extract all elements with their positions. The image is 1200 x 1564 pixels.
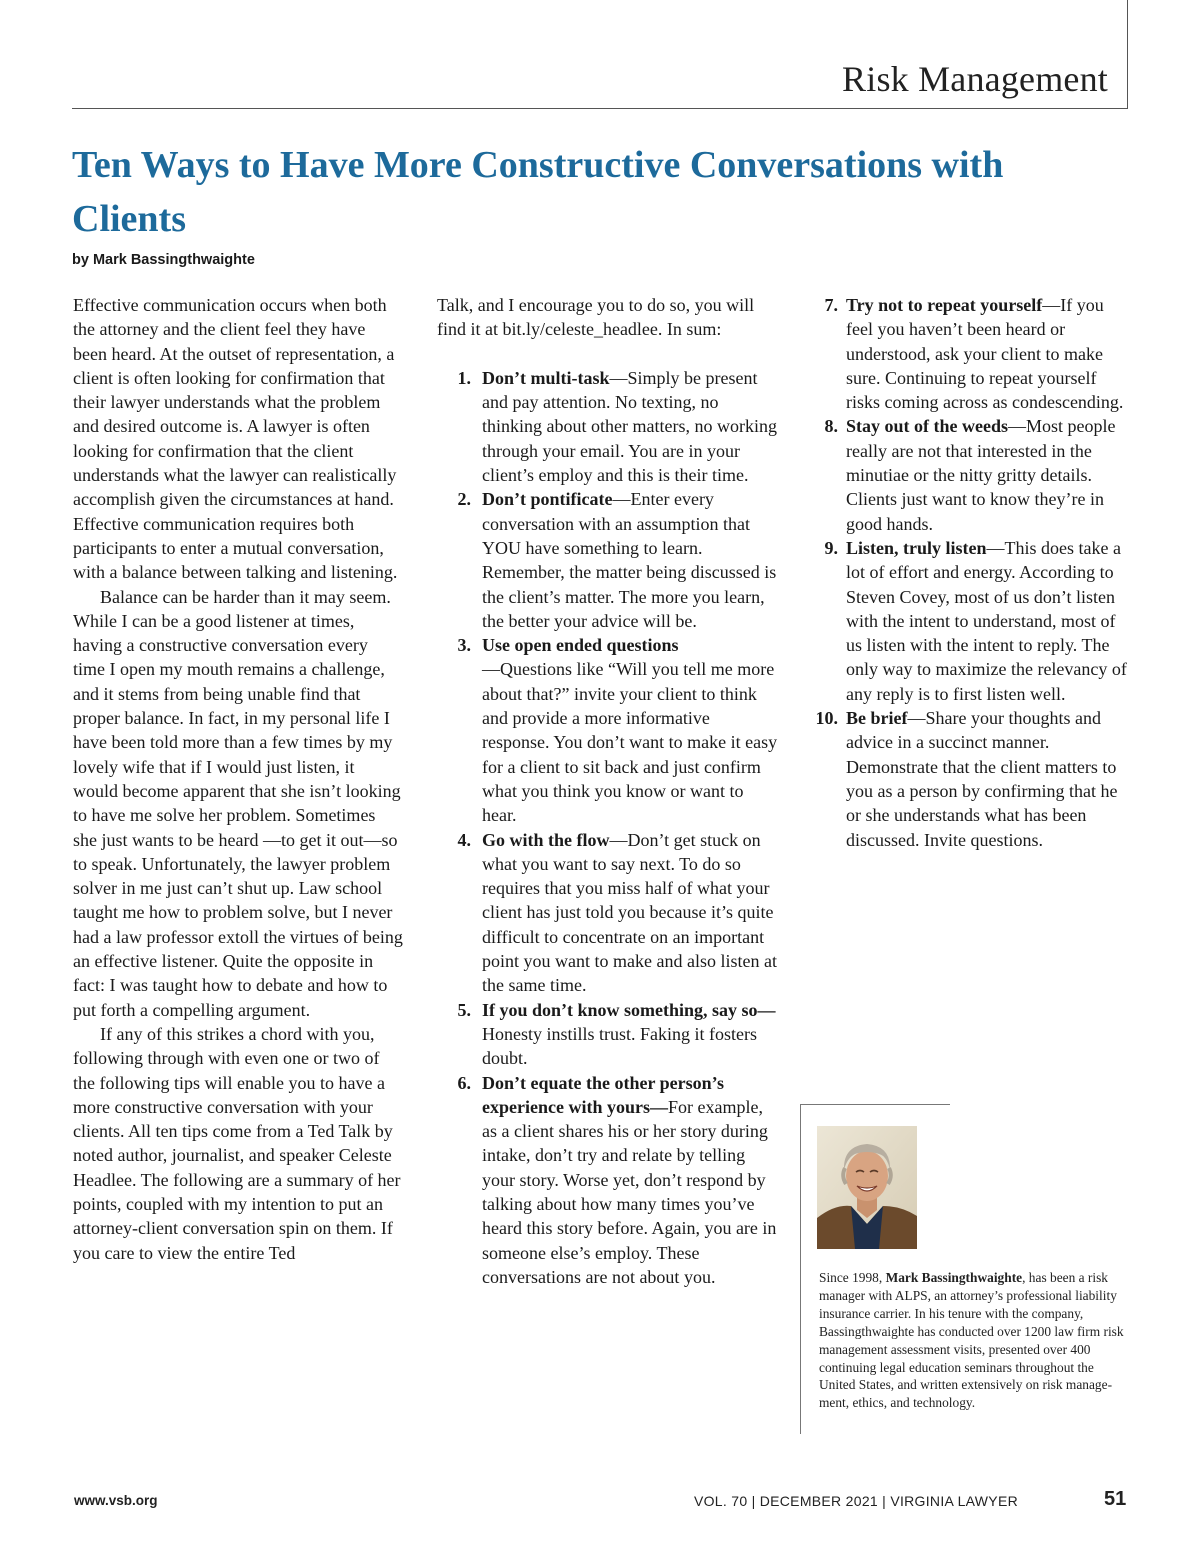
list-number: 4.	[457, 829, 471, 850]
paragraph-1: Effective communication occurs when both the attorney and the client feel they have been heard. At the outset of representation, a client is often looking for confirmation that their lawyer understands what the problem and desired outcome is. A lawyer is often looking for confirmation that the client understands what the lawyer can realistically accomplish given the circumstances at hand. Effective communication requires both participants to enter a mutual conversation, with a balance between talking and listening.	[73, 295, 398, 583]
author-box-rule	[801, 1104, 950, 1105]
footer-issue: VOL. 70 | DECEMBER 2021 | VIRGINIA LAWYER	[693, 1493, 1018, 1509]
bio-text: , has been a risk manager with ALPS, an attorney’s professional liability insurance carrier. In his tenure with the company, Bassingthwaighte has conducted over 1200 law firm risk management assessment visits, presented over 400 continuing legal education seminars throughout the United States, and written extensively on risk management, ethics, and technology.	[819, 1270, 1124, 1411]
list-number: 1.	[457, 367, 471, 388]
list-item	[804, 706, 1134, 852]
tip-body: —Share your thoughts and advice in a succinct manner. Demonstrate that the client matters to you as a person by confirming that he or she understands what has been discussed. Invite questions.	[846, 708, 1118, 850]
tip-heading: Don’t multi-task	[482, 367, 610, 388]
list-item	[804, 293, 1134, 414]
page-number: 51	[1104, 1488, 1127, 1510]
list-number: 10.	[815, 708, 838, 729]
paragraph-3: If any of this strikes a chord with you, following through with even one or two of the following tips will enable you to have a more constructive conversation with your clients. All ten tips come from a Ted Talk by noted author, journalist, and speaker Celeste Headlee. The following are a summary of her points, coupled with my intention to put an attorney-client conversation spin on them. If you care to view the entire Ted	[73, 1023, 401, 1263]
tip-body: —This does take a lot of effort and energy. According to Steven Covey, most of us don’t listen with the intent to understand, most of us listen with the intent to reply. The only way to maximize the relevancy of any reply is to first listen well.	[846, 537, 1127, 704]
tip-body: For example, as a client shares his or her story during intake, don’t try and relate by telling your story. Worse yet, don’t respond by talking about how many times you’ve heard this story before. Again, you are in someone else’s employ. These conversations are not about you.	[482, 1096, 777, 1287]
list-number: 6.	[457, 1072, 471, 1093]
list-item	[437, 633, 779, 827]
list-number: 5.	[457, 999, 471, 1020]
tip-body: —Enter every conversation with an assumption that YOU have something to learn. Remember, the matter being discussed is the client’s matter. The more you learn, the better your advice will be.	[482, 489, 777, 631]
list-item	[437, 828, 779, 998]
author-box-vertical-rule	[800, 1104, 801, 1434]
section-title: Risk Management	[842, 59, 1108, 99]
tip-heading: Use open ended questions	[482, 635, 679, 656]
list-item	[804, 414, 1134, 535]
author-photo	[817, 1126, 917, 1249]
author-bio	[819, 1269, 1131, 1412]
byline: by Mark Bassingthwaighte	[72, 252, 255, 268]
column-1	[73, 293, 403, 1265]
list-item	[804, 536, 1134, 706]
tip-body: —If you feel you haven’t been heard or understood, ask your client to make sure. Continuing to repeat yourself risks coming across as condescending.	[846, 295, 1124, 413]
tip-body: Honesty instills trust. Faking it fosters doubt.	[482, 1023, 758, 1069]
header-vertical-rule	[1127, 0, 1128, 108]
article-title: Ten Ways to Have More Constructive Conversations with Clients	[72, 144, 1004, 240]
list-number: 2.	[457, 489, 471, 510]
tip-heading: Go with the flow	[482, 829, 610, 850]
bio-author-name: Mark Bassingthwaighte	[885, 1270, 1023, 1285]
tip-body: —Don’t get stuck on what you want to say next. To do so requires that you miss half of what your client has just told you because it’s quite difficult to concentrate on an important point you want to make and also listen at the same time.	[482, 829, 777, 996]
header-rule	[72, 108, 1128, 109]
tip-heading: Be brief	[846, 708, 908, 729]
tip-heading: Listen, truly listen	[846, 537, 987, 558]
tip-heading: If you don’t know something, say so—	[482, 999, 776, 1020]
column-3	[804, 293, 1134, 852]
list-number: 8.	[824, 416, 838, 437]
list-number: 3.	[457, 635, 471, 656]
tip-body: —Questions like “Will you tell me more about that?” invite your client to think and provide a more informative response. You don’t want to make it easy for a client to sit back and just confirm what you think you know or want to hear.	[482, 659, 778, 826]
tip-heading: Don’t pontificate	[482, 489, 613, 510]
tip-heading: Try not to repeat yourself	[846, 295, 1043, 315]
list-item	[437, 487, 779, 633]
list-item	[437, 366, 779, 487]
column-2	[437, 293, 779, 1289]
tip-heading: Don’t equate the other person’s experience with yours—	[482, 1072, 724, 1117]
list-item	[437, 1071, 779, 1290]
list-number: 9.	[824, 537, 838, 558]
tip-body: —Simply be present and pay attention. No texting, no thinking about other matters, no working through your email. You are in your client’s employ and this is their time.	[482, 367, 777, 486]
list-item	[437, 998, 779, 1071]
tip-body: —Most people really are not that interested in the minutiae or the nitty gritty details. Clients just want to know they’re in good hands.	[846, 416, 1116, 534]
footer-url[interactable]: www.vsb.org	[74, 1493, 158, 1508]
list-number: 7.	[824, 295, 838, 315]
bio-prefix: Since 1998,	[819, 1270, 886, 1285]
paragraph-2: Balance can be harder than it may seem. While I can be a good listener at times, having a constructive conversation every time I open my mouth remains a challenge, and it stems from being unable find that proper balance. In fact, in my personal life I have been told more than a few times by my lovely wife that if I would just listen, it would become apparent that she isn’t looking to have me solve her problem. Sometimes she just wants to be heard —to get it out—so to speak. Unfortunately, the lawyer problem solver in me just can’t shut up. Law school taught me how to problem solve, but I never had a law professor extoll the virtues of being an effective listener. Quite the opposite in fact: I was taught how to debate and how to put forth a compelling argument.	[73, 586, 403, 1020]
paragraph-3-continued: Talk, and I encourage you to do so, you will find it at bit.ly/celeste_headlee. In sum:	[437, 295, 755, 340]
tip-heading: Stay out of the weeds	[846, 416, 1008, 437]
